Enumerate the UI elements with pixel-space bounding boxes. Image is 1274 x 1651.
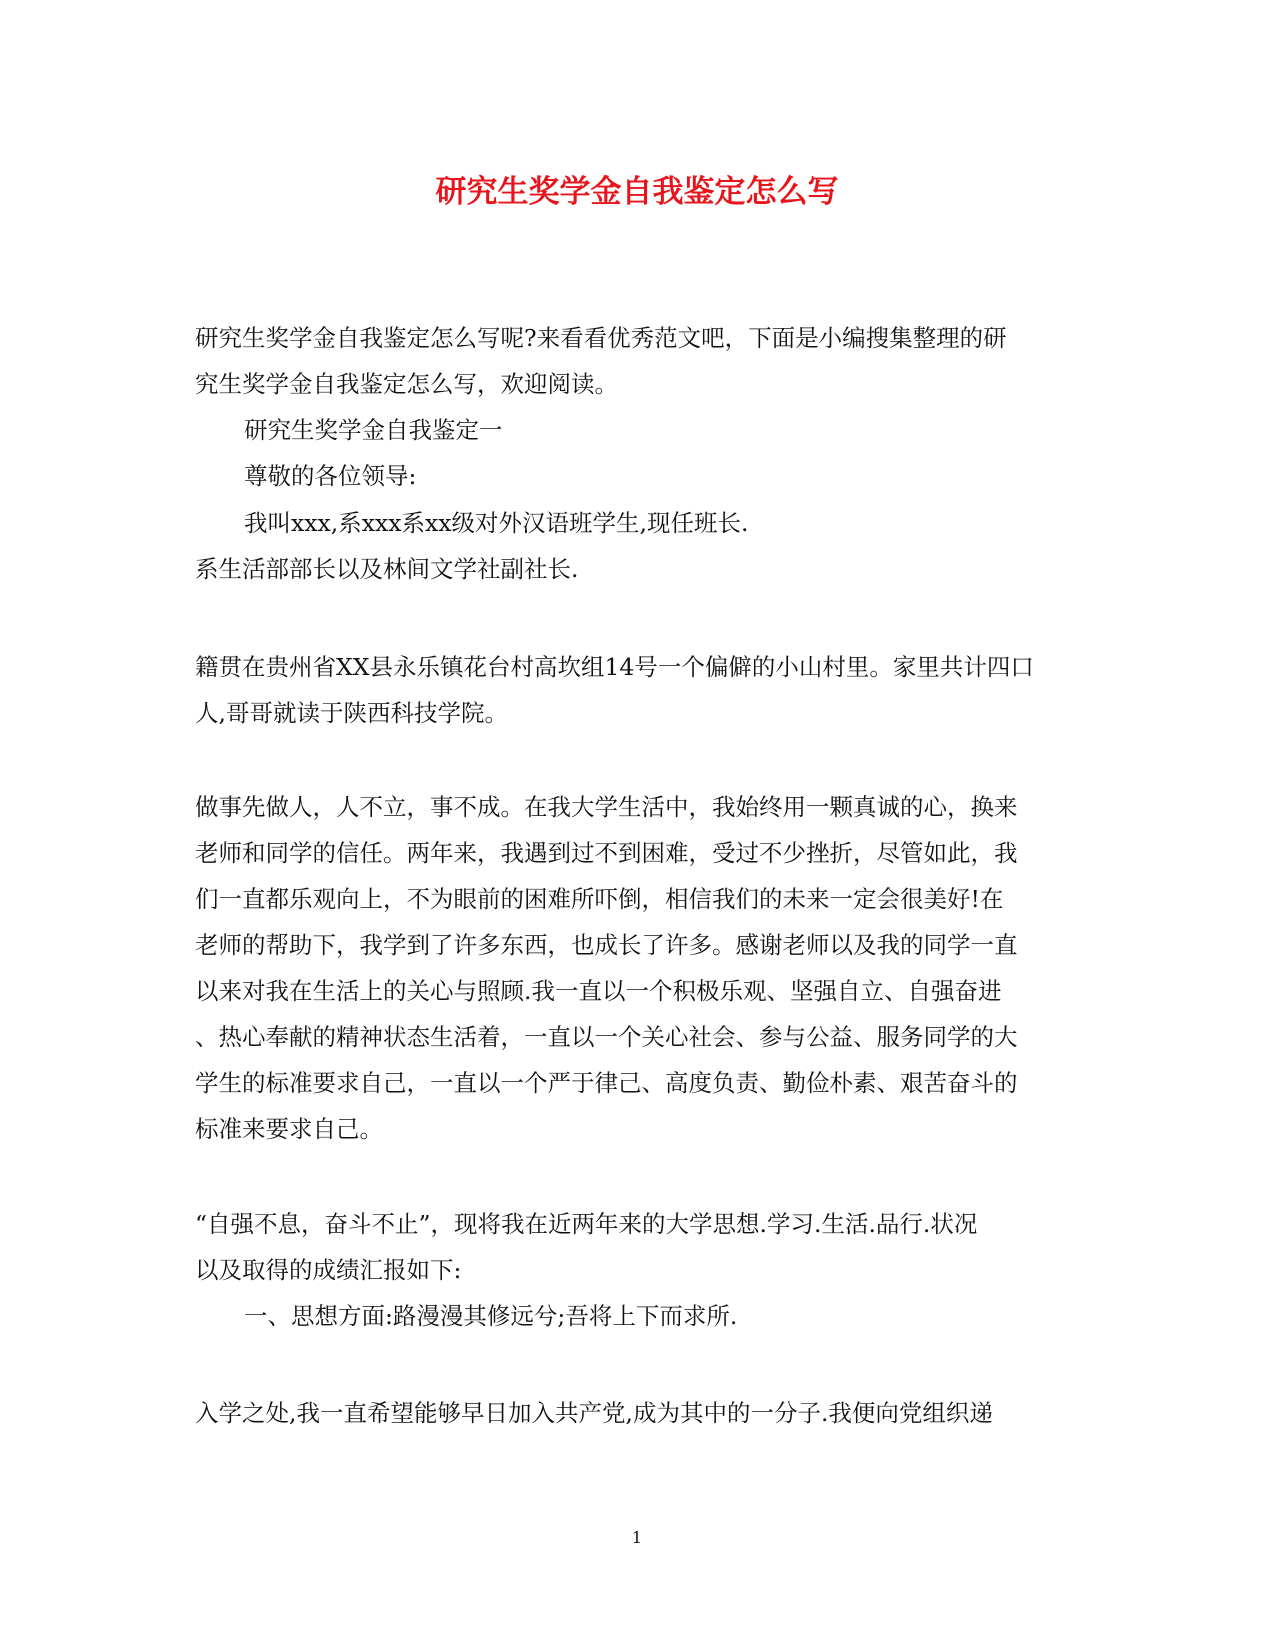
- body-line: 入学之处,我一直希望能够早日加入共产党,成为其中的一分子.我便向党组织递: [195, 1399, 993, 1427]
- body-line: 究生奖学金自我鉴定怎么写，欢迎阅读。: [195, 370, 618, 398]
- body-line: 们一直都乐观向上，不为眼前的困难所吓倒，相信我们的未来一定会很美好!在: [195, 885, 1004, 913]
- body-line: “自强不息，奋斗不止”，现将我在近两年来的大学思想.学习.生活.品行.状况: [195, 1210, 978, 1238]
- document-title: 研究生奖学金自我鉴定怎么写: [435, 174, 839, 210]
- body-line: 以及取得的成绩汇报如下:: [195, 1256, 462, 1284]
- body-line: 研究生奖学金自我鉴定怎么写呢?来看看优秀范文吧，下面是小编搜集整理的研: [195, 324, 1007, 352]
- body-line: 标准来要求自己。: [195, 1115, 383, 1143]
- body-line: 老师的帮助下，我学到了许多东西，也成长了许多。感谢老师以及我的同学一直: [195, 931, 1018, 959]
- body-line: 老师和同学的信任。两年来，我遇到过不到困难，受过不少挫折，尽管如此，我: [195, 839, 1018, 867]
- body-line: 、热心奉献的精神状态生活着，一直以一个关心社会、参与公益、服务同学的大: [195, 1023, 1018, 1051]
- body-line: 我叫xxx,系xxx系xx级对外汉语班学生,现任班长.: [244, 509, 749, 537]
- body-line: 学生的标准要求自己，一直以一个严于律己、高度负责、勤俭朴素、艰苦奋斗的: [195, 1069, 1018, 1097]
- body-line: 籍贯在贵州省XX县永乐镇花台村高坎组14号一个偏僻的小山村里。家里共计四口: [195, 653, 1034, 681]
- body-line: 一、思想方面:路漫漫其修远兮;吾将上下而求所.: [244, 1302, 738, 1330]
- body-line: 尊敬的各位领导:: [244, 462, 417, 490]
- body-line: 人,哥哥就读于陕西科技学院。: [195, 699, 508, 727]
- body-line: 研究生奖学金自我鉴定一: [244, 416, 503, 444]
- body-line: 系生活部部长以及林间文学社副社长.: [195, 555, 579, 583]
- body-line: 做事先做人，人不立，事不成。在我大学生活中，我始终用一颗真诚的心，换来: [195, 793, 1018, 821]
- page-number: 1: [631, 1528, 643, 1547]
- body-line: 以来对我在生活上的关心与照顾.我一直以一个积极乐观、坚强自立、自强奋进: [195, 977, 1002, 1005]
